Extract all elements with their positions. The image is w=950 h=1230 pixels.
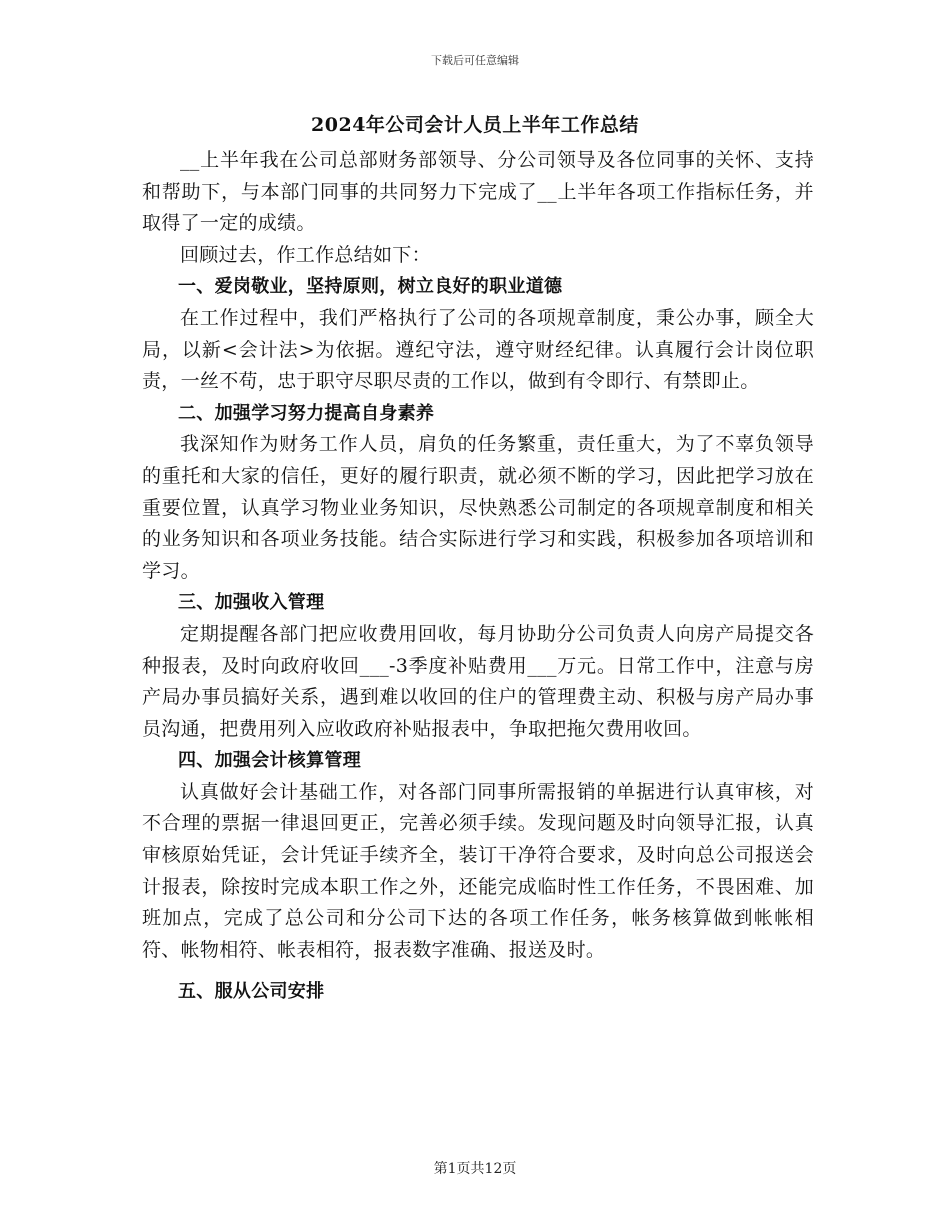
section-heading-5: 五、服从公司安排 [178, 981, 325, 1003]
section-heading-2: 二、加强学习努力提高自身素养 [178, 402, 435, 424]
document-body [142, 145, 814, 1008]
section-heading-3: 三、加强收入管理 [178, 592, 325, 614]
section-heading-1: 一、爱岗敬业，坚持原则，树立良好的职业道德 [178, 276, 563, 298]
paragraph-section-3: 定期提醒各部门把应收费用回收，每月协助分公司负责人向房产局提交各种报表，及时向政府收回___-3季度补贴费用___万元。日常工作中，注意与房产局办事员搞好关系，遇到难以收回的住户的管理费主动、积极与房产局办事员沟通，把费用列入应收政府补贴报表中，争取把拖欠费用收回。 [142, 622, 814, 740]
paragraph-section-2: 我深知作为财务工作人员，肩负的任务繁重，责任重大，为了不辜负领导的重托和大家的信任，更好的履行职责，就必须不断的学习，因此把学习放在重要位置，认真学习物业业务知识，尽快熟悉公司制定的各项规章制度和相关的业务知识和各项业务技能。结合实际进行学习和实践，积极参加各项培训和学习。 [142, 433, 814, 582]
header-note: 下载后可任意编辑 [431, 54, 519, 67]
paragraph-section-4: 认真做好会计基础工作，对各部门同事所需报销的单据进行认真审核，对不合理的票据一律退回更正，完善必须手续。发现问题及时向领导汇报，认真审核原始凭证，会计凭证手续齐全，装订干净符合要求，及时向总公司报送会计报表，除按时完成本职工作之外，还能完成临时性工作任务，不畏困难、加班加点，完成了总公司和分公司下达的各项工作任务，帐务核算做到帐帐相符、帐物相符、帐表相符，报表数字准确、报送及时。 [142, 780, 814, 961]
section-heading-4: 四、加强会计核算管理 [178, 750, 361, 772]
paragraph-intro: __上半年我在公司总部财务部领导、分公司领导及各位同事的关怀、支持和帮助下，与本部门同事的共同努力下完成了__上半年各项工作指标任务，并取得了一定的成绩。 [142, 149, 814, 235]
paragraph-section-1: 在工作过程中，我们严格执行了公司的各项规章制度，秉公办事，顾全大局，以新<会计法>为依据。遵纪守法，遵守财经纪律。认真履行会计岗位职责，一丝不苟，忠于职守尽职尽责的工作以，做到有令即行、有禁即止。 [142, 306, 814, 393]
paragraph-review: 回顾过去，作工作总结如下： [180, 243, 431, 266]
page-number: 第1页共12页 [433, 1161, 517, 1177]
document-title: 2024年公司会计人员上半年工作总结 [311, 114, 639, 136]
